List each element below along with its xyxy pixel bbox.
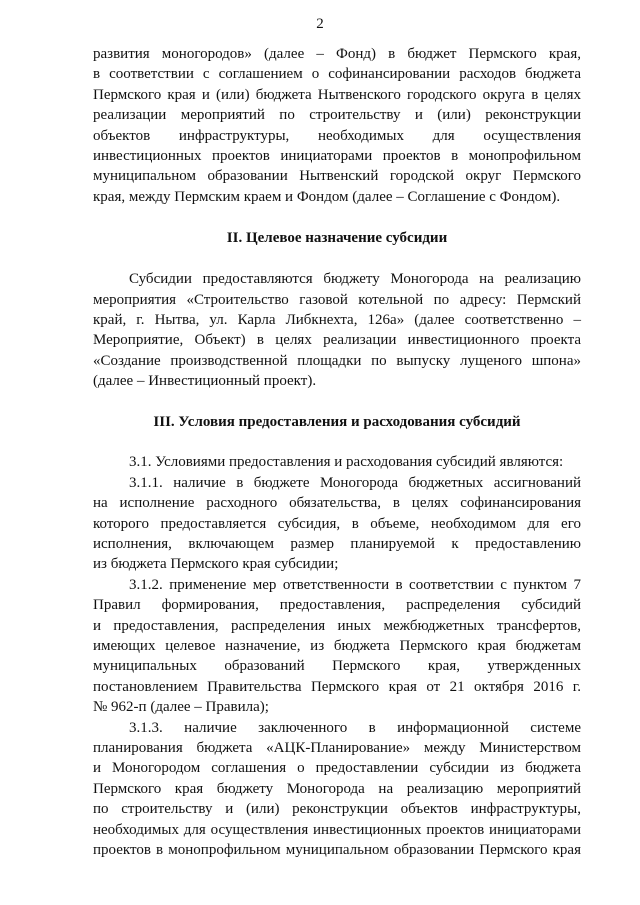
text-line: край, г. Нытва, ул. Карла Либкнехта, 126а» (далее соответственно – xyxy=(93,311,581,328)
text-line: на исполнение расходного обязательства, в целях софинансирования xyxy=(93,495,581,512)
text-line: планирования бюджета «АЦК-Планирование» между Министерством xyxy=(93,739,581,756)
text-line: которого предоставляется субсидия, в объеме, необходимом для его xyxy=(93,515,581,532)
page-number: 2 xyxy=(316,16,324,32)
text-line: 3.1.1. наличие в бюджете Моногорода бюджетных ассигнований xyxy=(129,474,581,491)
text-line: развития моногородов» (далее – Фонд) в бюджет Пермского края, xyxy=(93,46,581,62)
text-line: проектов в монопрофильном муниципальном образовании Пермского края xyxy=(93,841,581,858)
text-line: исполнения, включающем размер планируемой к предоставлению xyxy=(93,536,581,553)
text-line: Правил формирования, предоставления, распределения субсидий xyxy=(93,597,581,614)
section-heading-ii: II. Целевое назначение субсидии xyxy=(226,230,448,247)
text-line: реализации мероприятий по строительству и (или) реконструкции xyxy=(93,107,581,124)
paragraph-subsidy-purpose xyxy=(93,269,581,391)
text-line: необходимых для осуществления инвестиционных проектов инициаторами xyxy=(93,821,581,838)
text-line: Пермского края и (или) бюджета Нытвенского городского округа в целях xyxy=(93,86,581,103)
text-line: № 962-п (далее – Правила); xyxy=(93,699,269,716)
text-line: (далее – Инвестиционный проект). xyxy=(93,373,317,390)
text-line: и Моногородом соглашения о предоставлении субсидии из бюджета xyxy=(93,760,581,777)
text-line: объектов инфраструктуры, необходимых для осуществления xyxy=(93,127,581,144)
text-line: муниципальном образовании Нытвенский городской округ Пермского xyxy=(93,168,581,185)
text-line: 3.1.3. наличие заключенного в информационной системе xyxy=(129,719,581,736)
text-line: постановлением Правительства Пермского края от 21 октября 2016 г. xyxy=(93,678,581,695)
text-line: «Создание производственной площадки по выпуску лущеного шпона» xyxy=(93,352,581,369)
text-line: муниципальных образований Пермского края, утвержденных xyxy=(93,658,581,675)
text-line: Пермского края бюджету Моногорода на реализацию мероприятий xyxy=(93,780,581,797)
text-line: по строительству и (или) реконструкции объектов инфраструктуры, xyxy=(93,801,581,818)
text-line: мероприятия «Строительство газовой котельной по адресу: Пермский xyxy=(93,291,581,308)
text-line: 3.1.2. применение мер ответственности в соответствии с пунктом 7 xyxy=(129,576,581,593)
paragraph-conditions xyxy=(93,452,581,860)
text-line: и предоставления, распределения иных межбюджетных трансфертов, xyxy=(93,617,581,634)
document-body xyxy=(93,44,581,860)
section-heading-iii: III. Условия предоставления и расходования субсидий xyxy=(153,414,521,431)
text-line: 3.1. Условиями предоставления и расходования субсидий являются: xyxy=(129,454,564,471)
text-line: из бюджета Пермского края субсидии; xyxy=(93,556,339,573)
text-line: Субсидии предоставляются бюджету Моногорода на реализацию xyxy=(129,271,581,288)
text-line: края, между Пермским краем и Фондом (далее – Соглашение с Фондом). xyxy=(93,188,561,205)
text-line: в соответствии с соглашением о софинансировании расходов бюджета xyxy=(93,66,581,83)
paragraph-fund-agreement xyxy=(93,44,581,207)
text-line: инвестиционных проектов инициаторами проектов в монопрофильном xyxy=(93,147,581,164)
text-line: Мероприятие, Объект) в целях реализации инвестиционного проекта xyxy=(93,332,581,349)
text-line: имеющих целевое назначение, из бюджета Пермского края бюджетам xyxy=(93,637,581,654)
